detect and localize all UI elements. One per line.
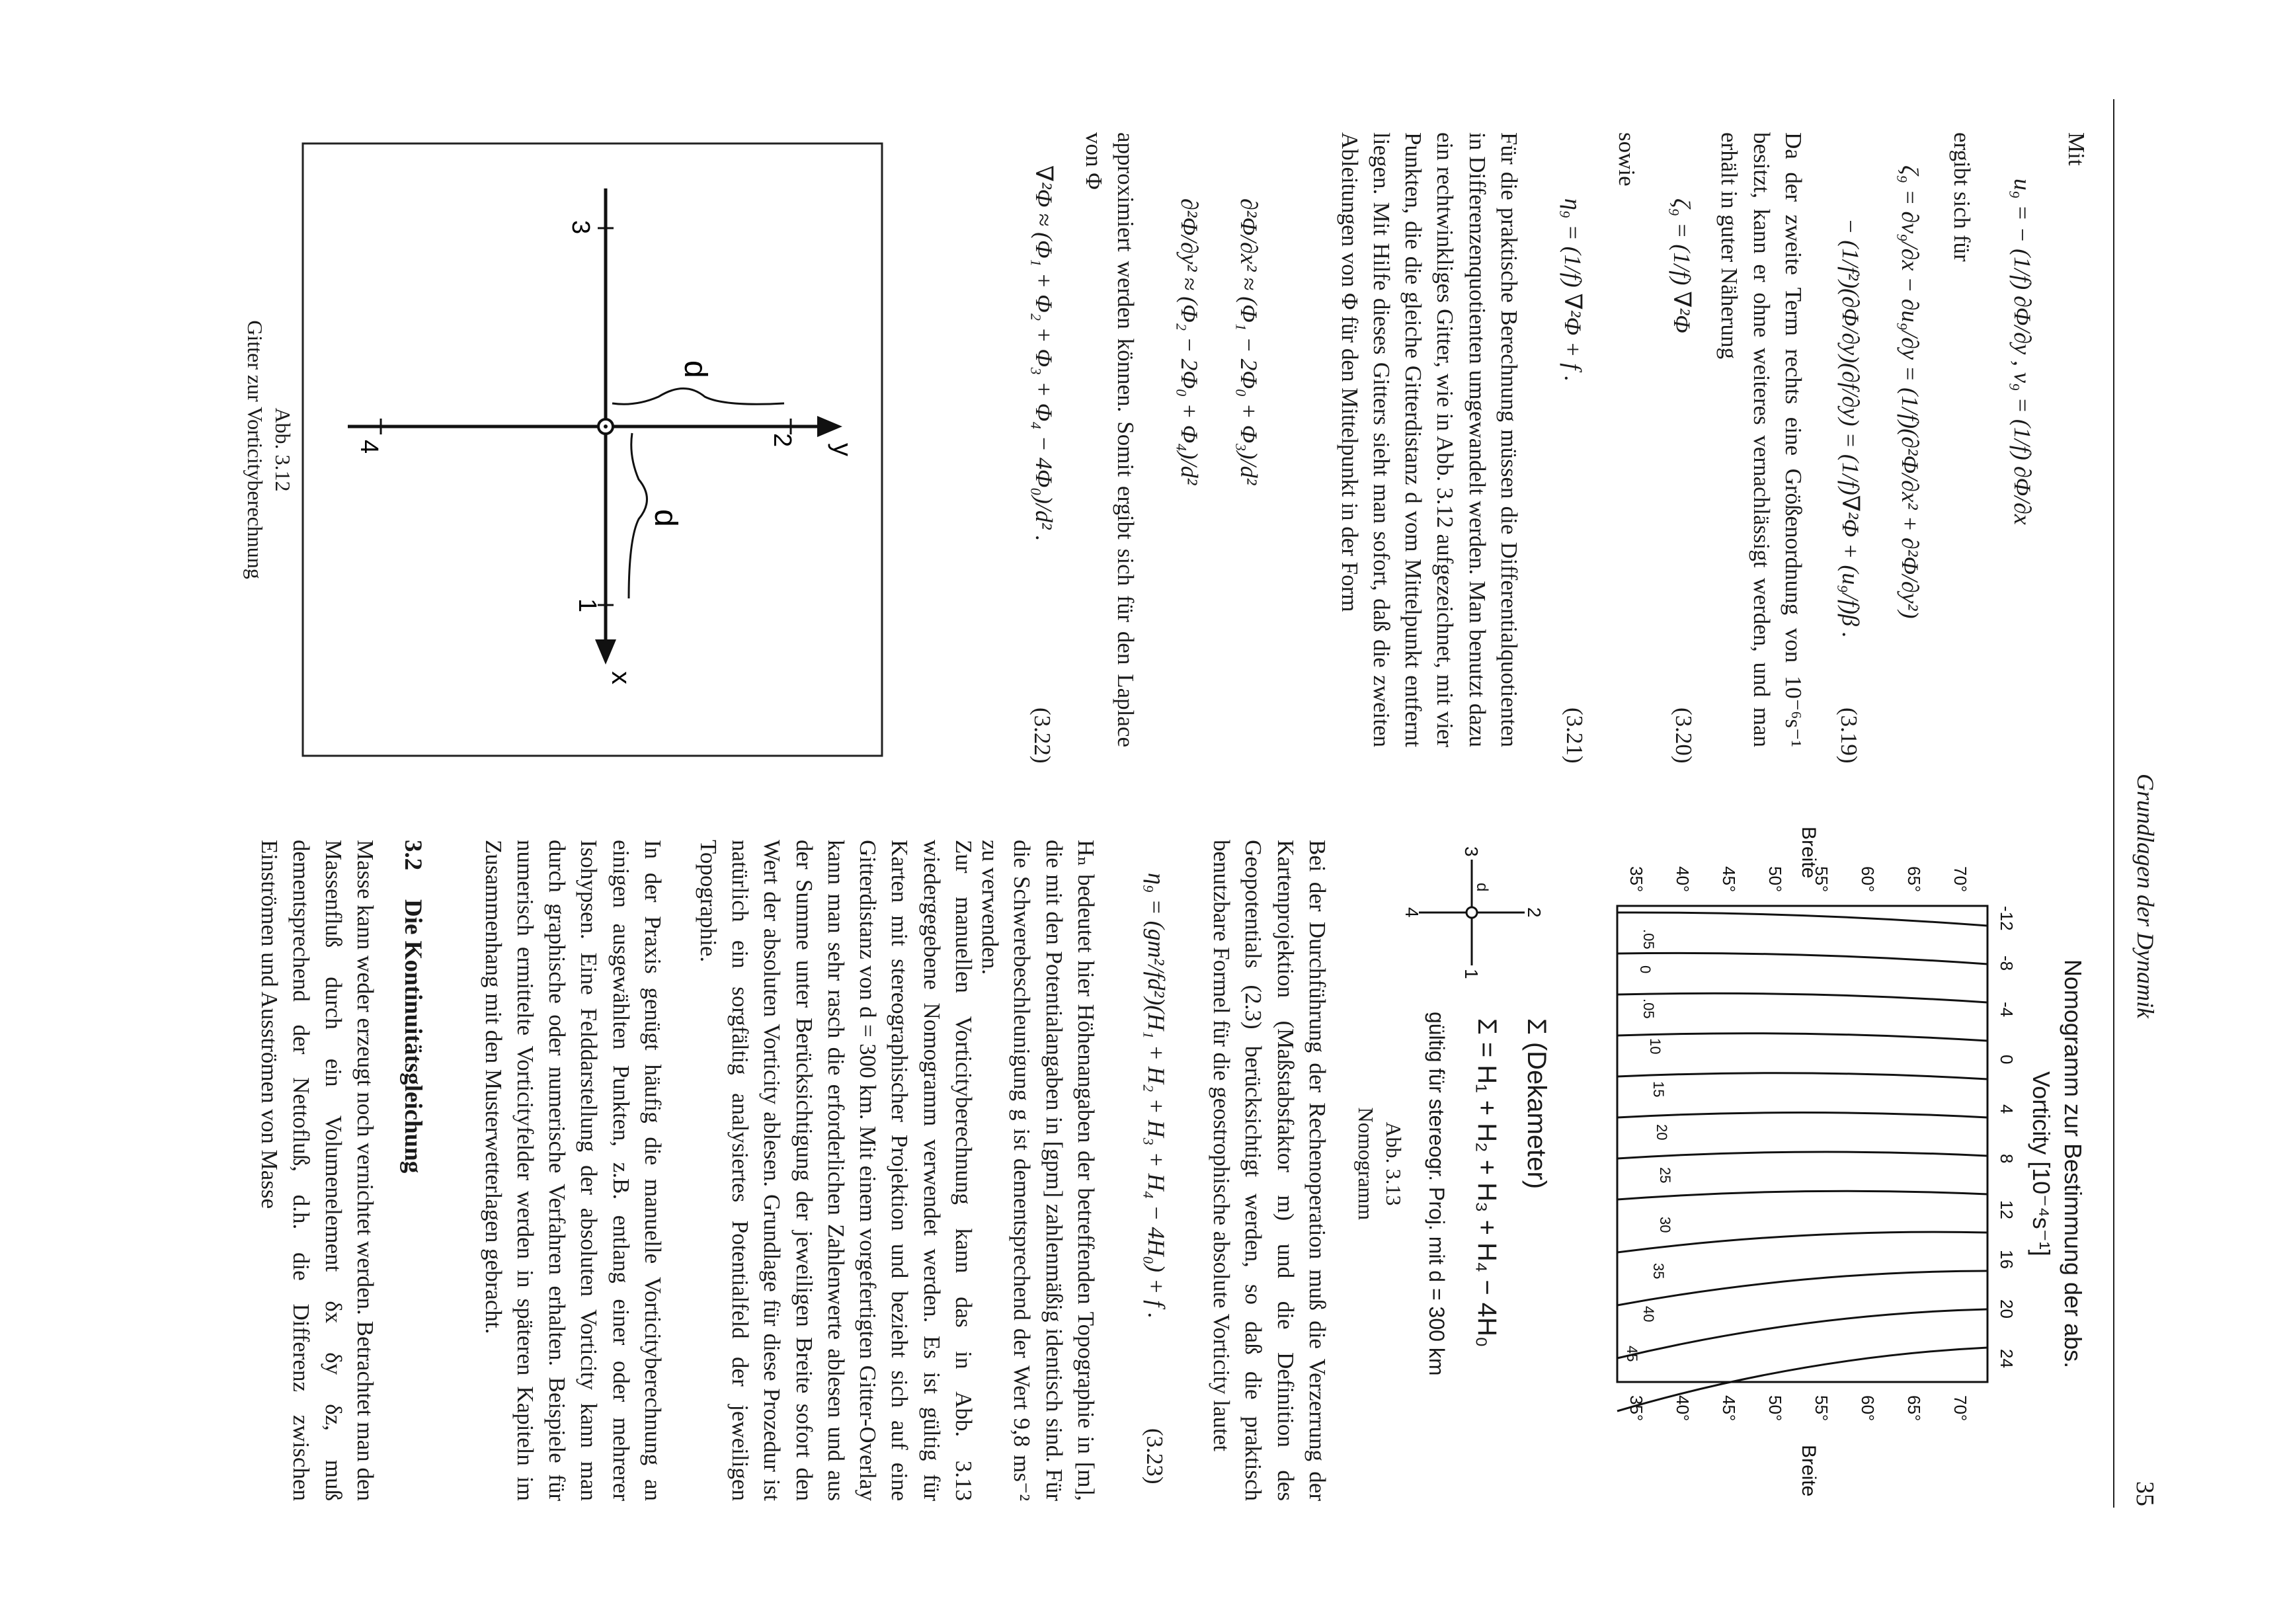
nomogram-validity: gültig für stereogr. Proj. mit d = 300 km [1425,1012,1449,1376]
curve-label: 10 [1647,1038,1664,1055]
text-sowie: sowie [1614,132,1640,186]
sigma-dekameter-label: Σ (Dekameter) [1522,1018,1551,1190]
equation-number-321: (3.21) [1562,708,1587,764]
mini-grid-d: d [1473,883,1491,892]
lat-tick-left: 35° [1626,866,1646,893]
x-tick: 8 [1997,1154,2017,1164]
equation-322: ∇²Φ ≈ (Φ₁ + Φ₂ + Φ₃ + Φ₄ − 4Φ₀)/d² . [1031,165,1057,542]
center-dot [604,425,608,428]
label-x: x [606,671,635,684]
lat-tick-left: 60° [1858,866,1878,893]
lat-tick-left: 65° [1904,866,1924,893]
nomogram-isoline [1617,1073,1987,1079]
equation-number-320: (3.20) [1671,708,1697,764]
paragraph-hn: Hₙ bedeutet hier Höhenangaben der betreffenden Topographie in [m], die mit den Potentialangaben in [gpm] zahlenmäßig identisch sind. Für die Schwerebeschleunigung g ist dementsprechend der Wert 9,8 ms⁻² zu verwenden. [977,840,1099,1501]
curve-label: 20 [1654,1124,1670,1141]
paragraph-praxis: In der Praxis genügt häufig die manuelle Vorticityberechnung an einigen ausgewählten Punkten, z.B. entlang einer oder mehrerer Isohypsen. Eine Felddarstellung der absoluten Vorticity kann man durch graphische oder numerische Verfahren erhalten. Beispiele für numerisch ermittelte Vorticityfelder werden in späteren Kapiteln im Zusammenhang mit den Musterwetterlagen gebracht. [480,840,666,1501]
equation-ug-vg: u₉ = − (1/f) ∂Φ/∂y , v₉ = (1/f) ∂Φ/∂x [2009,179,2036,525]
figure-3-12-grid [301,142,883,757]
running-title: Grundlagen der Dynamik [2132,774,2159,1018]
breite-label-left: Breite [1798,827,1820,879]
paragraph-zur: Zur manuellen Vorticityberechnung kann das in Abb. 3.13 wiedergegebene Nomogramm verwendet werden. Es ist gültig für Karten mit stereographischer Projektion und bezieht sich auf eine Gitterdistanz von d = 300 km. Mit einem vorgefertigten Gitter-Overlay kann man sehr rasch die erforderlichen Zahlenwerte ablesen und aus der Summe unter Berücksichtigung der jeweiligen Breite sofort den Wert der absoluten Vorticity ablesen. Grundlage für diese Prozedur ist natürlich ein sorgfältig analysiertes Potentialfeld der jeweiligen Topographie. [695,840,977,1501]
label-d-horizontal: d [648,509,683,527]
mini-grid-center [1466,907,1477,918]
text-mit: Mit [2064,132,2089,166]
mini-grid-p4: 4 [1402,907,1422,918]
x-axis-arrow [595,639,616,665]
label-point-4: 4 [355,440,383,454]
mini-grid-p1: 1 [1461,969,1482,979]
lat-tick-right: 60° [1858,1395,1878,1422]
equation-number-323: (3.23) [1142,1428,1168,1484]
figure-3-13-caption-text: Nomogramm [1354,1107,1378,1221]
figure-3-13-nomogram [1558,827,2021,1501]
figure-3-13-caption-number: Abb. 3.13 [1382,1121,1406,1206]
lat-tick-right: 70° [1950,1395,1970,1422]
equation-323: η₉ = (gm²/fd²)(H₁ + H₂ + H₃ + H₄ − 4H₀) + f . [1143,873,1170,1319]
lat-tick-right: 45° [1719,1395,1739,1422]
text-ergibt: ergibt sich für [1949,132,1975,262]
x-tick: 20 [1997,1299,2017,1319]
x-tick: 12 [1997,1200,2017,1219]
figure-frame [303,143,882,756]
x-tick: 24 [1997,1349,2017,1368]
paragraph-fuer: Für die praktische Berechnung müssen die Differentialquotienten in Differenzenquotienten umgewandelt werden. Man benutzt dazu ein rechtwinkliges Gitter, wie in Abb. 3.12 aufgezeichnet, mit vier Punkten, die die gleiche Gitterdistanz d vom Mittelpunkt entfernt liegen. Mit Hilfe dieses Gitters sieht man sofort, daß die zweiten Ableitungen von Φ für den Mittelpunkt in der Form [1336,132,1522,747]
figure-3-12-caption-text: Gitter zur Vorticityberechnung [243,320,267,579]
lat-tick-right: 40° [1673,1395,1693,1422]
equation-dxx: ∂²Φ/∂x² ≈ (Φ₁ − 2Φ₀ + Φ₃)/d² [1236,198,1262,485]
nomogram-title-2: Vorticity [10⁻⁴s⁻¹] [2028,1071,2055,1256]
lat-tick-right: 35° [1626,1395,1646,1422]
lat-tick-right: 65° [1904,1395,1924,1422]
nomogram-curves [1617,913,1987,1411]
x-tick: -12 [1997,906,2017,931]
lat-tick-left: 70° [1950,866,1970,893]
nomogram-isoline [1617,913,1987,926]
sigma-formula: Σ = H₁ + H₂ + H₃ + H₄ − 4H₀ [1472,1018,1502,1348]
curve-label: 25 [1657,1167,1673,1184]
nomogram-isoline [1617,993,1987,1002]
x-tick: 16 [1997,1250,2017,1269]
header-rule [2113,99,2114,1508]
equation-number-322: (3.22) [1029,708,1055,764]
curve-label: 15 [1650,1081,1667,1098]
section-number: 3.2 [399,840,426,871]
mini-grid-diagram [1402,846,1544,979]
paragraph-bei: Bei der Durchführung der Rechenoperation muß die Verzerrung der Kartenprojektion (Maßstabsfaktor m) und die Definition des Geopotentials (2.3) berücksichtigt werden, so daß die praktisch benutzbare Formel für die geostrophische absolute Vorticity lautet [1209,840,1330,1501]
page-number: 35 [2131,1481,2159,1506]
label-point-2: 2 [768,433,796,448]
label-point-1: 1 [573,598,601,613]
nomogram-isoline [1617,1271,1987,1305]
curve-label: .05 [1640,929,1657,950]
curve-label: .05 [1640,998,1657,1019]
curve-label: 35 [1650,1263,1667,1279]
x-tick: 0 [1997,1055,2017,1065]
label-point-3: 3 [567,220,594,235]
paragraph-masse: Masse kann weder erzeugt noch vernichtet werden. Betrachtet man den Massenfluß durch ein Volumenelement δx δy δz, muß dementsprechend der Nettofluß, d.h. die Differenz zwischen Einströmen und Ausströmen von Masse [257,840,378,1501]
brace-d-x [629,433,647,598]
curve-label: 40 [1640,1306,1657,1322]
breite-label-right: Breite [1798,1445,1820,1497]
lat-tick-left: 50° [1765,866,1785,893]
nomogram-isoline [1617,1152,1987,1158]
section-title: Die Kontinuitätsgleichung [399,899,426,1174]
paragraph-da: Da der zweite Term rechts eine Größenordnung von 10⁻⁶s⁻¹ besitzt, kann er ohne weiteres vernachlässigt werden, und man erhält in guter Näherung [1716,132,1806,747]
nomogram-isoline [1617,1191,1987,1199]
lat-tick-right: 50° [1765,1395,1785,1422]
curve-label: 0 [1637,965,1654,974]
nomogram-isoline [1617,1232,1987,1252]
equation-zeta-2: − (1/f²)(∂Φ/∂y)(∂f/∂y) = (1/f)∇²Φ + (u₉/f)β . [1837,218,1864,638]
curve-label: 45 [1624,1346,1640,1362]
lat-tick-left: 55° [1812,866,1831,893]
mini-grid-p2: 2 [1524,907,1544,918]
y-axis-arrow [817,416,842,437]
lat-tick-left: 45° [1719,866,1739,893]
equation-321: η₉ = (1/f) ∇²Φ + f . [1560,198,1586,382]
paragraph-approx: approximiert werden können. Somit ergibt sich für den Laplace von Φ [1080,132,1139,747]
brace-d-y [612,389,784,405]
equation-zeta-1: ζ₉ = ∂v₉/∂x − ∂u₉/∂y = (1/f)(∂²Φ/∂x² + ∂²Φ/∂y²) [1897,165,1923,619]
label-d-vertical: d [678,360,713,378]
curve-label: 30 [1657,1217,1673,1233]
nomogram-isoline [1617,1113,1987,1118]
x-tick: 4 [1997,1104,2017,1114]
lat-tick-right: 55° [1812,1395,1831,1422]
x-tick: -8 [1997,955,2017,971]
figure-3-12-caption-number: Abb. 3.12 [271,407,295,492]
nomogram-isoline [1617,953,1987,964]
nomogram-title-1: Nomogramm zur Bestimmung der abs. [2060,959,2087,1369]
mini-grid-p3: 3 [1461,846,1482,857]
equation-dyy: ∂²Φ/∂y² ≈ (Φ₂ − 2Φ₀ + Φ₄)/d² [1176,198,1203,485]
label-y: y [828,443,857,456]
nomogram-isoline [1617,1034,1987,1041]
equation-320: ζ₉ = (1/f) ∇²Φ [1669,198,1695,333]
x-tick: -4 [1997,1002,2017,1018]
lat-tick-left: 40° [1673,866,1693,893]
equation-number-319: (3.19) [1836,708,1862,764]
